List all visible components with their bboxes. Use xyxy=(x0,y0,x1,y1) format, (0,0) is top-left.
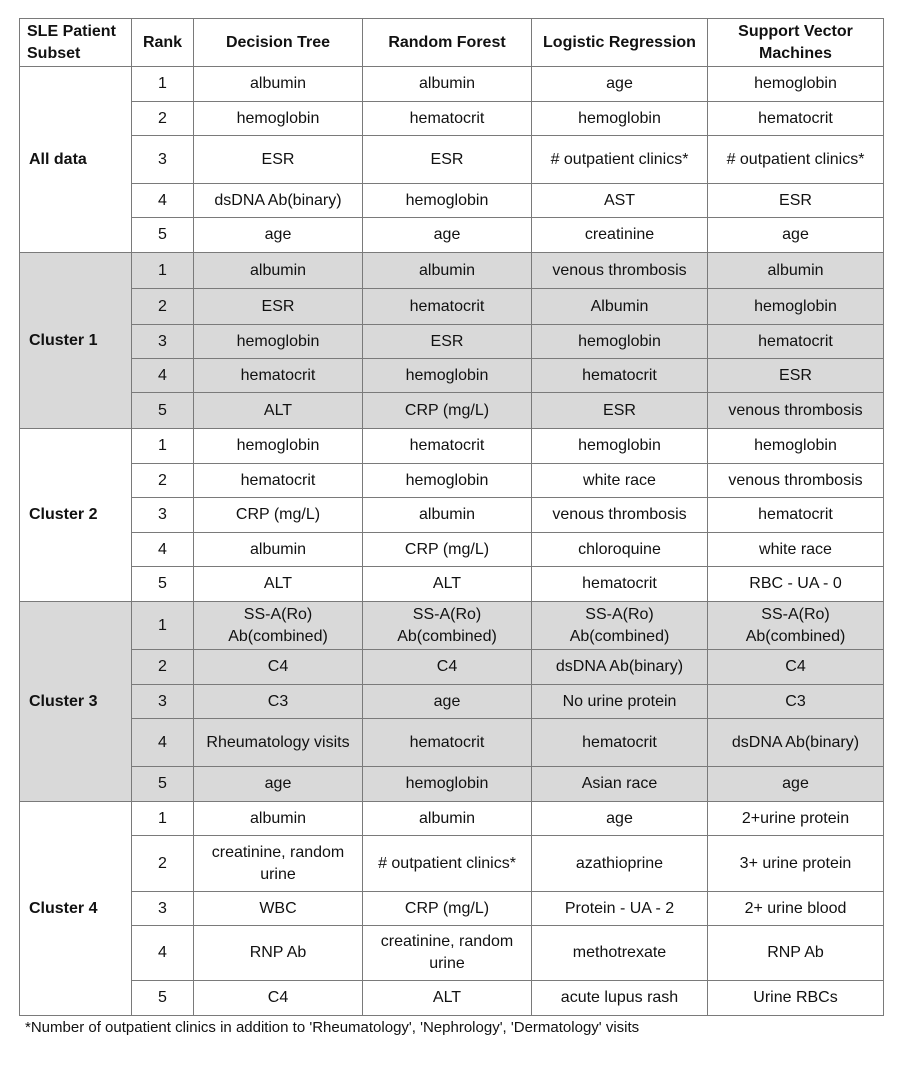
decision-tree-cell: C4 xyxy=(194,650,363,685)
svm-cell: 2+urine protein xyxy=(708,802,884,836)
table-row xyxy=(20,102,884,136)
table-row xyxy=(20,719,884,767)
table-row xyxy=(20,602,884,650)
random-forest-cell: CRP (mg/L) xyxy=(363,533,532,567)
svm-cell: white race xyxy=(708,533,884,567)
logistic-regression-cell: ESR xyxy=(532,393,708,429)
decision-tree-cell: age xyxy=(194,767,363,802)
decision-tree-cell: albumin xyxy=(194,253,363,289)
header-random-forest: Random Forest xyxy=(363,19,532,67)
table-row xyxy=(20,429,884,464)
svm-cell: RBC - UA - 0 xyxy=(708,567,884,602)
decision-tree-cell: albumin xyxy=(194,802,363,836)
table-row xyxy=(20,67,884,102)
decision-tree-cell: hemoglobin xyxy=(194,429,363,464)
rank-cell: 5 xyxy=(132,218,194,253)
random-forest-cell: hematocrit xyxy=(363,429,532,464)
logistic-regression-cell: Protein - UA - 2 xyxy=(532,892,708,926)
svm-cell: # outpatient clinics* xyxy=(708,136,884,184)
rank-cell: 5 xyxy=(132,767,194,802)
group-label: Cluster 3 xyxy=(20,602,132,802)
random-forest-cell: albumin xyxy=(363,498,532,533)
decision-tree-cell: hemoglobin xyxy=(194,102,363,136)
table-row xyxy=(20,218,884,253)
rank-cell: 4 xyxy=(132,719,194,767)
rank-cell: 4 xyxy=(132,184,194,218)
svm-cell: hemoglobin xyxy=(708,429,884,464)
decision-tree-cell: hemoglobin xyxy=(194,325,363,359)
rank-cell: 2 xyxy=(132,464,194,498)
svm-cell: Urine RBCs xyxy=(708,981,884,1016)
rank-cell: 1 xyxy=(132,802,194,836)
svm-cell: albumin xyxy=(708,253,884,289)
svm-cell: venous thrombosis xyxy=(708,393,884,429)
logistic-regression-cell: dsDNA Ab(binary) xyxy=(532,650,708,685)
svm-cell: ESR xyxy=(708,184,884,218)
logistic-regression-cell: No urine protein xyxy=(532,685,708,719)
random-forest-cell: hemoglobin xyxy=(363,184,532,218)
rank-cell: 4 xyxy=(132,533,194,567)
svm-cell: C4 xyxy=(708,650,884,685)
svm-cell: hematocrit xyxy=(708,102,884,136)
random-forest-cell: age xyxy=(363,218,532,253)
random-forest-cell: albumin xyxy=(363,253,532,289)
decision-tree-cell: hematocrit xyxy=(194,359,363,393)
svm-cell: hematocrit xyxy=(708,325,884,359)
table-row xyxy=(20,393,884,429)
rank-cell: 2 xyxy=(132,650,194,685)
decision-tree-cell: ALT xyxy=(194,393,363,429)
decision-tree-cell: ESR xyxy=(194,136,363,184)
random-forest-cell: hemoglobin xyxy=(363,767,532,802)
svm-cell: RNP Ab xyxy=(708,926,884,981)
feature-ranking-table-container xyxy=(19,18,883,1036)
logistic-regression-cell: AST xyxy=(532,184,708,218)
random-forest-cell: age xyxy=(363,685,532,719)
rank-cell: 2 xyxy=(132,836,194,892)
table-body xyxy=(20,67,884,1016)
rank-cell: 1 xyxy=(132,602,194,650)
decision-tree-cell: Rheumatology visits xyxy=(194,719,363,767)
decision-tree-cell: age xyxy=(194,218,363,253)
random-forest-cell: creatinine, random urine xyxy=(363,926,532,981)
svm-cell: dsDNA Ab(binary) xyxy=(708,719,884,767)
table-row xyxy=(20,136,884,184)
table-row xyxy=(20,926,884,981)
random-forest-cell: SS-A(Ro) Ab(combined) xyxy=(363,602,532,650)
table-row xyxy=(20,892,884,926)
logistic-regression-cell: acute lupus rash xyxy=(532,981,708,1016)
logistic-regression-cell: # outpatient clinics* xyxy=(532,136,708,184)
decision-tree-cell: C3 xyxy=(194,685,363,719)
random-forest-cell: ALT xyxy=(363,981,532,1016)
group-label: Cluster 4 xyxy=(20,802,132,1016)
random-forest-cell: hemoglobin xyxy=(363,464,532,498)
table-row xyxy=(20,802,884,836)
logistic-regression-cell: hematocrit xyxy=(532,719,708,767)
rank-cell: 5 xyxy=(132,567,194,602)
random-forest-cell: ALT xyxy=(363,567,532,602)
random-forest-cell: hematocrit xyxy=(363,289,532,325)
logistic-regression-cell: hematocrit xyxy=(532,359,708,393)
random-forest-cell: hematocrit xyxy=(363,719,532,767)
decision-tree-cell: WBC xyxy=(194,892,363,926)
rank-cell: 2 xyxy=(132,289,194,325)
logistic-regression-cell: hemoglobin xyxy=(532,429,708,464)
table-row xyxy=(20,253,884,289)
random-forest-cell: ESR xyxy=(363,136,532,184)
decision-tree-cell: RNP Ab xyxy=(194,926,363,981)
decision-tree-cell: dsDNA Ab(binary) xyxy=(194,184,363,218)
header-subset: SLE Patient Subset xyxy=(20,19,132,67)
header-svm: Support Vector Machines xyxy=(708,19,884,67)
logistic-regression-cell: white race xyxy=(532,464,708,498)
table-row xyxy=(20,184,884,218)
logistic-regression-cell: Asian race xyxy=(532,767,708,802)
table-row xyxy=(20,359,884,393)
rank-cell: 2 xyxy=(132,102,194,136)
svm-cell: hemoglobin xyxy=(708,289,884,325)
rank-cell: 5 xyxy=(132,393,194,429)
logistic-regression-cell: hematocrit xyxy=(532,567,708,602)
logistic-regression-cell: Albumin xyxy=(532,289,708,325)
logistic-regression-cell: chloroquine xyxy=(532,533,708,567)
table-row xyxy=(20,767,884,802)
table-row xyxy=(20,289,884,325)
svm-cell: age xyxy=(708,767,884,802)
table-row xyxy=(20,533,884,567)
group-label: All data xyxy=(20,67,132,253)
random-forest-cell: CRP (mg/L) xyxy=(363,892,532,926)
table-row xyxy=(20,325,884,359)
header-logistic-regression: Logistic Regression xyxy=(532,19,708,67)
table-row xyxy=(20,981,884,1016)
rank-cell: 1 xyxy=(132,67,194,102)
rank-cell: 4 xyxy=(132,926,194,981)
logistic-regression-cell: methotrexate xyxy=(532,926,708,981)
rank-cell: 3 xyxy=(132,685,194,719)
table-row xyxy=(20,498,884,533)
decision-tree-cell: ESR xyxy=(194,289,363,325)
random-forest-cell: CRP (mg/L) xyxy=(363,393,532,429)
feature-ranking-table xyxy=(19,18,884,1016)
svm-cell: ESR xyxy=(708,359,884,393)
header-row xyxy=(20,19,884,67)
decision-tree-cell: hematocrit xyxy=(194,464,363,498)
rank-cell: 5 xyxy=(132,981,194,1016)
header-decision-tree: Decision Tree xyxy=(194,19,363,67)
svm-cell: C3 xyxy=(708,685,884,719)
decision-tree-cell: creatinine, random urine xyxy=(194,836,363,892)
logistic-regression-cell: hemoglobin xyxy=(532,325,708,359)
rank-cell: 4 xyxy=(132,359,194,393)
logistic-regression-cell: hemoglobin xyxy=(532,102,708,136)
logistic-regression-cell: venous thrombosis xyxy=(532,498,708,533)
rank-cell: 1 xyxy=(132,429,194,464)
table-row xyxy=(20,464,884,498)
decision-tree-cell: albumin xyxy=(194,67,363,102)
random-forest-cell: # outpatient clinics* xyxy=(363,836,532,892)
svm-cell: hematocrit xyxy=(708,498,884,533)
svm-cell: 3+ urine protein xyxy=(708,836,884,892)
decision-tree-cell: albumin xyxy=(194,533,363,567)
rank-cell: 3 xyxy=(132,892,194,926)
logistic-regression-cell: azathioprine xyxy=(532,836,708,892)
decision-tree-cell: CRP (mg/L) xyxy=(194,498,363,533)
rank-cell: 1 xyxy=(132,253,194,289)
rank-cell: 3 xyxy=(132,498,194,533)
random-forest-cell: C4 xyxy=(363,650,532,685)
random-forest-cell: albumin xyxy=(363,67,532,102)
random-forest-cell: albumin xyxy=(363,802,532,836)
svm-cell: venous thrombosis xyxy=(708,464,884,498)
rank-cell: 3 xyxy=(132,136,194,184)
logistic-regression-cell: venous thrombosis xyxy=(532,253,708,289)
decision-tree-cell: SS-A(Ro) Ab(combined) xyxy=(194,602,363,650)
logistic-regression-cell: age xyxy=(532,802,708,836)
group-label: Cluster 1 xyxy=(20,253,132,429)
table-row xyxy=(20,685,884,719)
decision-tree-cell: ALT xyxy=(194,567,363,602)
table-row xyxy=(20,836,884,892)
header-rank: Rank xyxy=(132,19,194,67)
random-forest-cell: hematocrit xyxy=(363,102,532,136)
group-label: Cluster 2 xyxy=(20,429,132,602)
rank-cell: 3 xyxy=(132,325,194,359)
svm-cell: SS-A(Ro) Ab(combined) xyxy=(708,602,884,650)
logistic-regression-cell: creatinine xyxy=(532,218,708,253)
svm-cell: hemoglobin xyxy=(708,67,884,102)
svm-cell: 2+ urine blood xyxy=(708,892,884,926)
random-forest-cell: hemoglobin xyxy=(363,359,532,393)
random-forest-cell: ESR xyxy=(363,325,532,359)
decision-tree-cell: C4 xyxy=(194,981,363,1016)
table-row xyxy=(20,650,884,685)
logistic-regression-cell: age xyxy=(532,67,708,102)
logistic-regression-cell: SS-A(Ro) Ab(combined) xyxy=(532,602,708,650)
table-row xyxy=(20,567,884,602)
svm-cell: age xyxy=(708,218,884,253)
footnote: *Number of outpatient clinics in addition to 'Rheumatology', 'Nephrology', 'Dermatology' visits xyxy=(25,1019,640,1036)
